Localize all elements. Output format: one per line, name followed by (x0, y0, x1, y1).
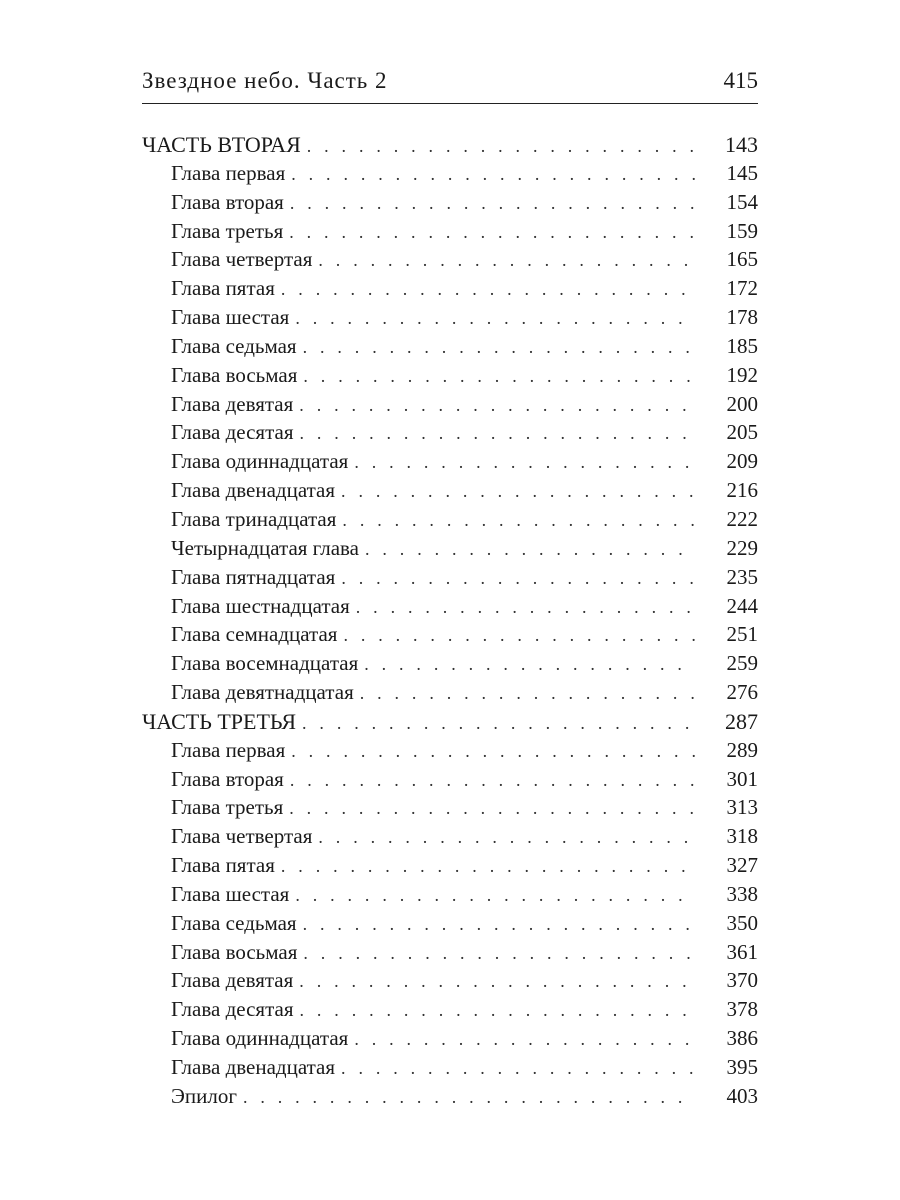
toc-entry-page: 289 (726, 737, 758, 762)
dot-leader (343, 625, 696, 646)
toc-entry-page: 386 (726, 1026, 758, 1051)
toc-chapter-entry[interactable] (142, 882, 758, 911)
dot-leader (289, 798, 696, 819)
toc-entry-page: 395 (726, 1055, 758, 1079)
toc-entry-title: ЧАСТЬ ВТОРАЯ (142, 132, 301, 157)
toc-entry-page: 276 (726, 680, 758, 705)
dot-leader (364, 654, 696, 675)
toc-chapter-entry[interactable] (142, 247, 758, 276)
toc-entry-title: Глава шестнадцатая (171, 593, 350, 618)
dot-leader (318, 250, 696, 271)
toc-chapter-entry[interactable] (142, 594, 758, 623)
toc-chapter-entry[interactable] (142, 968, 758, 997)
dot-leader (243, 1087, 696, 1108)
toc-entry-title: Глава четвертая (171, 247, 313, 272)
toc-entry-page: 403 (726, 1083, 758, 1108)
toc-entry-page: 361 (726, 939, 758, 964)
toc-entry-page: 165 (726, 247, 758, 272)
dot-leader (303, 337, 696, 358)
toc-chapter-entry[interactable] (142, 1055, 758, 1084)
dot-leader (342, 510, 696, 531)
toc-chapter-entry[interactable] (142, 651, 758, 680)
toc-entry-page: 235 (726, 564, 758, 589)
toc-entry-title: Глава восьмая (171, 939, 298, 964)
toc-entry-title: Глава двенадцатая (171, 1055, 336, 1079)
dot-leader (290, 770, 696, 791)
toc-entry-title: Глава десятая (171, 420, 294, 445)
dot-leader (341, 568, 696, 589)
toc-entry-title: Глава третья (171, 218, 284, 243)
toc-chapter-entry[interactable] (142, 680, 758, 709)
toc-entry-page: 313 (726, 795, 758, 820)
toc-entry-page: 178 (726, 305, 758, 330)
dot-leader (303, 366, 696, 387)
toc-chapter-entry[interactable] (142, 161, 758, 190)
dot-leader (302, 713, 696, 734)
toc-entry-page: 143 (725, 132, 758, 157)
dot-leader (365, 539, 696, 560)
toc-chapter-entry[interactable] (142, 824, 758, 853)
toc-part-entry[interactable] (142, 709, 758, 738)
dot-leader (356, 597, 696, 618)
dot-leader (299, 395, 696, 416)
toc-part-entry[interactable] (142, 132, 758, 161)
toc-entry-title: Глава семнадцатая (171, 622, 338, 647)
toc-chapter-entry[interactable] (142, 507, 758, 536)
toc-entry-title: Глава четвертая (171, 824, 313, 849)
dot-leader (341, 1058, 696, 1079)
dot-leader (291, 164, 696, 185)
toc-entry-title: Глава шестая (171, 305, 290, 330)
dot-leader (299, 971, 696, 992)
toc-entry-page: 185 (726, 333, 758, 358)
toc-chapter-entry[interactable] (142, 767, 758, 796)
toc-entry-page: 287 (725, 708, 758, 734)
dot-leader (303, 943, 696, 964)
dot-leader (303, 914, 696, 935)
toc-chapter-entry[interactable] (142, 622, 758, 651)
dot-leader (360, 683, 696, 704)
toc-chapter-entry[interactable] (142, 853, 758, 882)
dot-leader (290, 193, 696, 214)
toc-entry-title: Глава шестая (171, 881, 290, 906)
dot-leader (295, 885, 696, 906)
dot-leader (341, 481, 696, 502)
toc-entry-title: Глава двенадцатая (171, 478, 336, 503)
toc-chapter-entry[interactable] (142, 565, 758, 594)
toc-entry-title: Глава десятая (171, 997, 294, 1022)
running-header-title: Звездное небо. Часть 2 (142, 68, 388, 93)
dot-leader (281, 279, 696, 300)
dot-leader (291, 741, 696, 762)
toc-chapter-entry[interactable] (142, 219, 758, 248)
dot-leader (354, 1029, 696, 1050)
toc-entry-page: 145 (726, 160, 758, 185)
toc-entry-page: 209 (726, 449, 758, 474)
dot-leader (354, 452, 696, 473)
toc-chapter-entry[interactable] (142, 795, 758, 824)
toc-chapter-entry[interactable] (142, 738, 758, 767)
toc-entry-title: Глава первая (171, 160, 286, 185)
toc-entry-page: 350 (726, 910, 758, 935)
toc-chapter-entry[interactable] (142, 940, 758, 969)
toc-entry-page: 229 (726, 535, 758, 560)
dot-leader (300, 1000, 697, 1021)
toc-chapter-entry[interactable] (142, 420, 758, 449)
toc-entry-title: Глава восемнадцатая (171, 651, 359, 676)
toc-entry-page: 192 (726, 362, 758, 387)
toc-entry-title: Эпилог (171, 1083, 237, 1108)
toc-entry-page: 216 (726, 478, 758, 503)
toc-entry-page: 205 (726, 420, 758, 445)
toc-entry-title: Глава седьмая (171, 910, 297, 935)
toc-chapter-entry[interactable] (142, 911, 758, 940)
toc-chapter-entry[interactable] (142, 190, 758, 219)
toc-entry-page: 154 (726, 189, 758, 214)
toc-entry-page: 222 (726, 506, 758, 531)
toc-entry-page: 318 (726, 824, 758, 849)
toc-entry-page: 301 (726, 766, 758, 791)
toc-chapter-entry[interactable] (142, 536, 758, 565)
toc-entry-title: Глава девятая (171, 391, 294, 416)
toc-entry-title: Глава первая (171, 737, 286, 762)
toc-entry-title: Глава одиннадцатая (171, 1026, 349, 1051)
toc-entry-page: 251 (726, 622, 758, 647)
page-number: 415 (723, 68, 758, 93)
toc-entry-title: Глава одиннадцатая (171, 449, 349, 474)
toc-chapter-entry[interactable] (142, 392, 758, 421)
toc-chapter-entry[interactable] (142, 449, 758, 478)
dot-leader (281, 856, 696, 877)
toc-chapter-entry[interactable] (142, 276, 758, 305)
table-of-contents (142, 132, 758, 1113)
toc-chapter-entry[interactable] (142, 997, 758, 1026)
toc-entry-title: Глава пятая (171, 853, 275, 878)
toc-entry-title: Глава вторая (171, 189, 284, 214)
toc-entry-page: 327 (726, 853, 758, 878)
toc-entry-page: 172 (726, 276, 758, 301)
toc-entry-page: 370 (726, 968, 758, 993)
toc-entry-title: Глава пятая (171, 276, 275, 301)
running-header (142, 64, 758, 104)
toc-entry-title: Глава тринадцатая (171, 506, 337, 531)
toc-chapter-entry[interactable] (142, 1026, 758, 1055)
toc-entry-page: 378 (726, 997, 758, 1022)
toc-entry-page: 200 (726, 391, 758, 416)
dot-leader (307, 136, 696, 157)
toc-entry-title: ЧАСТЬ ТРЕТЬЯ (142, 708, 297, 734)
toc-entry-title: Глава вторая (171, 766, 284, 791)
toc-entry-title: Глава седьмая (171, 333, 297, 358)
toc-entry-title: Глава третья (171, 795, 284, 820)
toc-chapter-entry[interactable] (142, 334, 758, 363)
toc-entry-page: 244 (726, 593, 758, 618)
toc-entry-page: 259 (726, 651, 758, 676)
toc-chapter-entry[interactable] (142, 1084, 758, 1113)
toc-entry-title: Глава восьмая (171, 362, 298, 387)
dot-leader (300, 423, 697, 444)
toc-entry-title: Четырнадцатая глава (171, 535, 359, 560)
dot-leader (318, 827, 696, 848)
toc-entry-page: 338 (726, 881, 758, 906)
toc-entry-page: 159 (726, 218, 758, 243)
toc-chapter-entry[interactable] (142, 363, 758, 392)
dot-leader (295, 308, 696, 329)
toc-entry-title: Глава девятая (171, 968, 294, 993)
toc-entry-title: Глава девятнадцатая (171, 680, 354, 705)
toc-chapter-entry[interactable] (142, 478, 758, 507)
toc-entry-title: Глава пятнадцатая (171, 564, 336, 589)
dot-leader (289, 222, 696, 243)
toc-chapter-entry[interactable] (142, 305, 758, 334)
